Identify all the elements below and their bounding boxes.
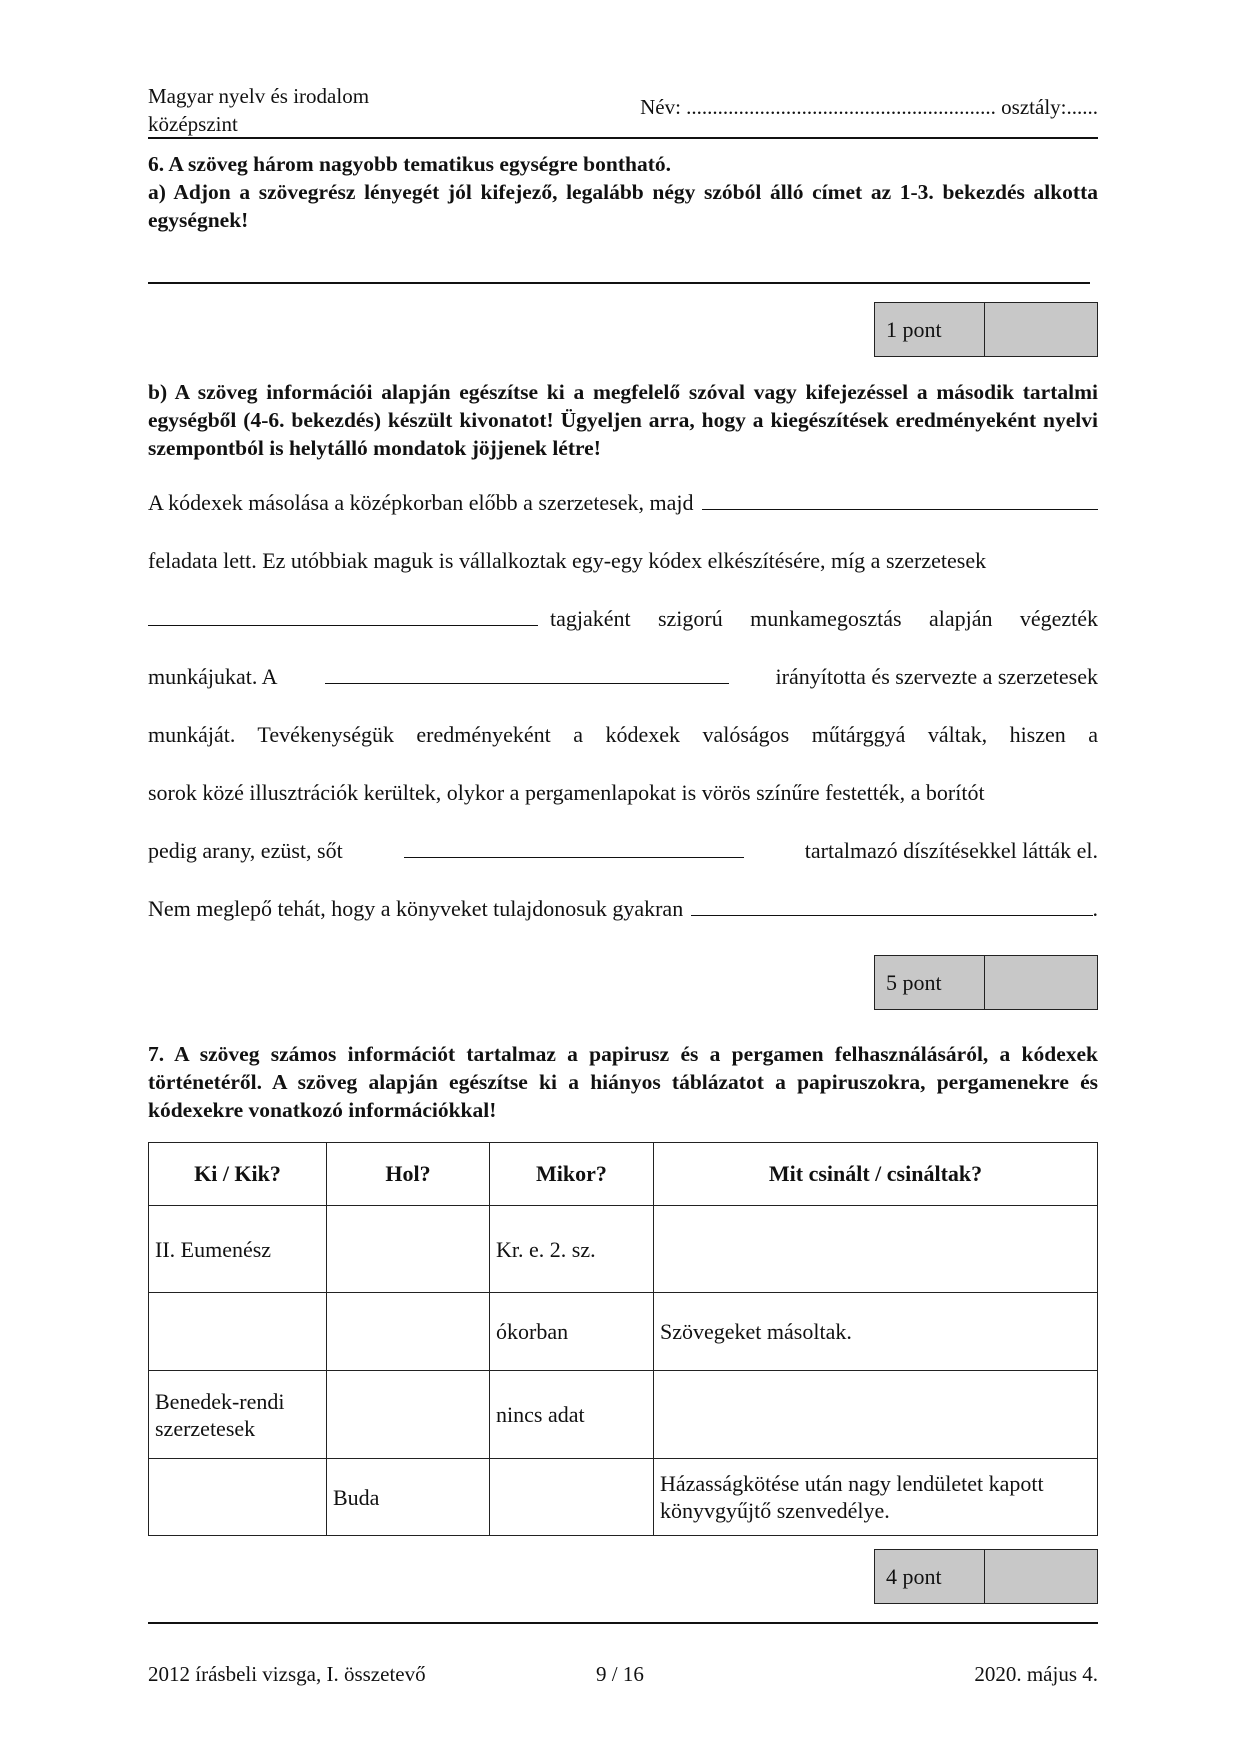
fill-text: Nem meglepő tehát, hogy a könyveket tulajdonosuk gyakran [148,896,684,921]
q6-prompt [148,150,1098,234]
table-cell-blank[interactable] [327,1371,490,1459]
table-cell-blank[interactable] [149,1459,327,1536]
header-subject-block [148,82,369,138]
footer-date: 2020. május 4. [974,1662,1098,1686]
table-cell: Házasságkötése után nagy lendületet kapott könyvgyűjtő szenvedélye. [654,1459,1098,1536]
fill-line-7 [148,822,1098,880]
page-header [148,82,1098,138]
fill-line-8 [148,880,1098,938]
fill-blank-2[interactable] [148,603,538,626]
fill-line-2 [148,532,1098,590]
table-cell-blank[interactable] [490,1459,654,1536]
header-level: középszint [148,112,238,136]
fill-line-4 [148,648,1098,706]
q7-table [148,1142,1098,1536]
footer-page-number: 9 / 16 [596,1662,644,1686]
fill-text: . [1092,896,1098,921]
fill-line-5 [148,706,1098,764]
q6a-score-label: 1 pont [875,303,985,356]
q6a-score-entry[interactable] [985,303,1097,356]
q6a-score-box [874,302,1098,357]
fill-text: irányította és szervezte a szerzetesek [775,664,1098,689]
fill-line-3 [148,590,1098,648]
table-row [149,1459,1098,1536]
q6a-text: a) Adjon a szövegrész lényegét jól kifejező, legalább négy szóból álló címet az 1-3. bekezdés alkotta egységnek! [148,180,1098,232]
fill-text: pedig arany, ezüst, sőt [148,838,343,863]
table-cell-blank[interactable] [327,1206,490,1293]
table-header-cell: Mikor? [490,1143,654,1206]
q7-score-entry[interactable] [985,1550,1097,1603]
table-header-cell: Hol? [327,1143,490,1206]
table-row [149,1371,1098,1459]
table-cell-blank[interactable] [654,1206,1098,1293]
fill-text: feladata lett. Ez utóbbiak maguk is vállalkoztak egy-egy kódex elkészítésére, míg a szerzetesek [148,548,987,573]
table-cell: Kr. e. 2. sz. [490,1206,654,1293]
table-cell-blank[interactable] [654,1371,1098,1459]
fill-text: munkáját. Tevékenységük eredményeként a kódexek valóságos műtárggyá váltak, hiszen a [148,722,1098,747]
fill-blank-5[interactable] [691,893,1092,916]
q7-score-box [874,1549,1098,1604]
fill-text: A kódexek másolása a középkorban előbb a szerzetesek, majd [148,490,694,515]
table-header-cell: Mit csinált / csináltak? [654,1143,1098,1206]
table-row [149,1293,1098,1371]
fill-text: sorok közé illusztrációk kerültek, olykor a pergamenlapokat is vörös színűre festették, a borítót [148,780,985,805]
header-divider [148,137,1098,139]
table-cell: Benedek-rendi szerzetesek [149,1371,327,1459]
fill-text: tagjaként szigorú munkamegosztás alapján végezték [550,606,1098,631]
header-name-field: Név: ........................................................... osztály:...... [640,95,1098,119]
footer-divider [148,1622,1098,1624]
q6-title: 6. A szöveg három nagyobb tematikus egységre bontható. [148,152,671,176]
table-cell-blank[interactable] [149,1293,327,1371]
fill-line-1 [148,474,1098,532]
table-cell-blank[interactable] [327,1293,490,1371]
table-cell: ókorban [490,1293,654,1371]
fill-blank-4[interactable] [404,835,744,858]
q6b-score-label: 5 pont [875,956,985,1009]
q7-text: 7. A szöveg számos információt tartalmaz a papirusz és a pergamen felhasználásáról, a kódexek történetéről. A szöveg alapján egészítse ki a hiányos táblázatot a papiruszokra, pergamenekre és kódexekre vonatkozó információkkal! [148,1042,1098,1122]
table-cell: nincs adat [490,1371,654,1459]
q6a-answer-line[interactable] [148,282,1090,284]
q6b-score-entry[interactable] [985,956,1097,1009]
footer-exam-label: 2012 írásbeli vizsga, I. összetevő [148,1662,426,1686]
table-header-cell: Ki / Kik? [149,1143,327,1206]
fill-text: tartalmazó díszítésekkel látták el. [804,838,1098,863]
table-header-row [149,1143,1098,1206]
table-cell: Buda [327,1459,490,1536]
table-row [149,1206,1098,1293]
fill-blank-3[interactable] [325,661,729,684]
fill-blank-1[interactable] [702,487,1098,510]
table-cell: II. Eumenész [149,1206,327,1293]
q6b-score-box [874,955,1098,1010]
header-subject: Magyar nyelv és irodalom [148,84,370,108]
fill-line-6 [148,764,1098,822]
q6b-text: b) A szöveg információi alapján egészítse ki a megfelelő szóval vagy kifejezéssel a második tartalmi egységből (4-6. bekezdés) készült kivonatot! Ügyeljen arra, hogy a kiegészítések eredményeként nyelvi szempontból is helytálló mondatok jöjjenek létre! [148,380,1098,460]
q7-score-label: 4 pont [875,1550,985,1603]
table-cell: Szövegeket másoltak. [654,1293,1098,1371]
fill-text: munkájukat. A [148,664,278,689]
